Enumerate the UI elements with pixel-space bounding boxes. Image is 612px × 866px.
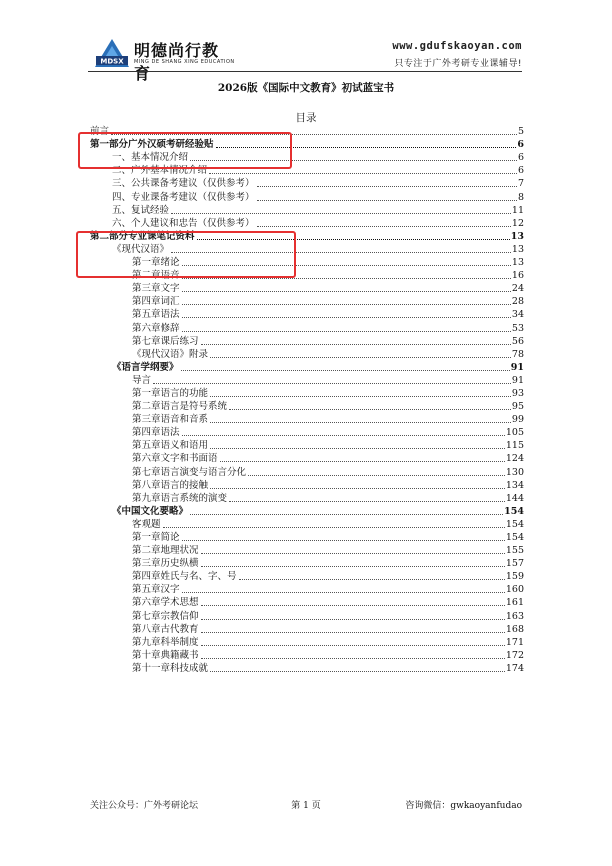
toc-entry[interactable] — [90, 451, 524, 464]
toc-entry-title: 第四章姓氏与名、字、号 — [132, 571, 237, 583]
toc-entry-page: 159 — [505, 571, 524, 583]
toc-entry-title: 第六章文字和书面语 — [132, 453, 218, 465]
toc-entry-title: 第六章修辞 — [132, 322, 180, 334]
toc-entry-title: 五、复试经验 — [112, 204, 170, 216]
toc-entry[interactable] — [90, 281, 524, 294]
toc-entry-title: 第三章文字 — [132, 283, 180, 295]
toc-entry[interactable] — [90, 307, 524, 320]
toc-entry[interactable] — [90, 478, 524, 491]
dot-leader — [248, 475, 505, 476]
page-footer — [90, 798, 522, 812]
toc-entry-title: 第四章词汇 — [132, 296, 180, 308]
footer-contact: 咨询微信：gwkaoyanfudao — [405, 801, 522, 811]
toc-entry-title: 第二章语音 — [132, 270, 180, 282]
toc-entry[interactable] — [90, 216, 524, 229]
toc-entry-title: 第九章科举制度 — [132, 636, 199, 648]
brand-subtitle: MING DE SHANG XING EDUCATION — [134, 59, 235, 65]
toc-entry-page: 144 — [505, 492, 524, 504]
toc-entry-page: 8 — [517, 191, 524, 203]
toc-entry-page: 28 — [511, 296, 524, 308]
toc-entry[interactable] — [90, 320, 524, 333]
toc-entry-title: 第八章语言的接触 — [132, 479, 209, 491]
toc-entry-page: 155 — [505, 545, 524, 557]
toc-entry-page: 78 — [511, 348, 524, 360]
toc-entry-page: 13 — [510, 230, 524, 242]
toc-entry-page: 130 — [505, 466, 524, 478]
toc-entry-title: 第一部分广外汉硕考研经验贴 — [90, 139, 214, 151]
toc-entry-page: 154 — [504, 505, 524, 517]
dot-leader — [163, 527, 505, 528]
dot-leader — [257, 226, 511, 227]
dot-leader — [201, 553, 505, 554]
toc-entry-title: 三、公共课备考建议（仅供参考） — [112, 178, 255, 190]
toc-entry[interactable] — [90, 360, 524, 373]
dot-leader — [182, 304, 511, 305]
toc-entry-title: 第五章语法 — [132, 309, 180, 321]
dot-leader — [210, 396, 511, 397]
toc-entry[interactable] — [90, 386, 524, 399]
dot-leader — [201, 619, 505, 620]
dot-leader — [201, 658, 505, 659]
toc-entry-page: 24 — [511, 283, 524, 295]
dot-leader — [182, 592, 505, 593]
dot-leader — [210, 671, 505, 672]
dot-leader — [229, 409, 511, 410]
website-url[interactable]: www.gdufskaoyan.com — [392, 40, 522, 52]
toc-entry[interactable] — [90, 399, 524, 412]
toc-entry-page: 95 — [511, 401, 524, 413]
toc-entry-page: 105 — [505, 427, 524, 439]
page-number: 第 1 页 — [291, 801, 321, 811]
slogan: 只专注于广外考研专业课辅导! — [394, 59, 522, 69]
toc-entry-page: 6 — [517, 165, 524, 177]
toc-entry[interactable] — [90, 569, 524, 582]
toc-entry-page: 6 — [517, 139, 524, 151]
dot-leader — [210, 448, 505, 449]
dot-leader — [182, 291, 511, 292]
toc-entry-title: 一、基本情况介绍 — [112, 152, 189, 164]
toc-entry-page: 7 — [517, 178, 524, 190]
dot-leader — [257, 186, 517, 187]
toc-entry-title: 《语言学纲要》 — [112, 361, 179, 373]
page-header — [88, 36, 522, 83]
toc-entry-page: 115 — [505, 440, 524, 452]
dot-leader — [201, 344, 511, 345]
toc-entry-title: 导言 — [132, 374, 152, 386]
toc-entry-page: 99 — [511, 414, 524, 426]
toc-entry-page: 124 — [505, 453, 524, 465]
toc-entry-page: 171 — [505, 636, 524, 648]
toc-entry-title: 第二部分专业课笔记资料 — [90, 230, 195, 242]
toc-entry[interactable] — [90, 530, 524, 543]
toc-entry[interactable] — [90, 582, 524, 595]
toc-entry-page: 154 — [505, 518, 524, 530]
toc-entry-page: 53 — [511, 322, 524, 334]
toc-entry-title: 第四章语法 — [132, 427, 180, 439]
toc-entry[interactable] — [90, 412, 524, 425]
toc-entry[interactable] — [90, 491, 524, 504]
dot-leader — [220, 461, 505, 462]
dot-leader — [201, 645, 505, 646]
toc-entry-title: 《现代汉语》 — [112, 243, 170, 255]
toc-entry-title: 四、专业课备考建议（仅供参考） — [112, 191, 255, 203]
toc-entry[interactable] — [90, 189, 524, 202]
brand-logo — [94, 36, 235, 83]
dot-leader — [201, 632, 505, 633]
toc-entry[interactable] — [90, 595, 524, 608]
toc-entry[interactable] — [90, 543, 524, 556]
toc-entry-page: 13 — [511, 257, 524, 269]
dot-leader — [182, 540, 505, 541]
toc-entry-page: 56 — [511, 335, 524, 347]
toc-entry[interactable] — [90, 608, 524, 621]
toc-entry-page: 34 — [511, 309, 524, 321]
toc-entry-title: 第九章语言系统的演变 — [132, 492, 228, 504]
toc-entry-page: 174 — [505, 662, 524, 674]
table-of-contents — [90, 124, 524, 674]
toc-entry-page: 161 — [505, 597, 524, 609]
toc-entry-page: 91 — [511, 374, 524, 386]
toc-entry[interactable] — [90, 648, 524, 661]
dot-leader — [181, 370, 510, 371]
toc-entry[interactable] — [90, 661, 524, 674]
dot-leader — [201, 605, 505, 606]
footer-wechat-account: 关注公众号：广外考研论坛 — [90, 801, 199, 811]
toc-entry[interactable] — [90, 622, 524, 635]
toc-entry-title: 前言 — [90, 126, 110, 138]
toc-entry-title: 《中国文化要略》 — [112, 505, 189, 517]
toc-entry-title: 客观题 — [132, 518, 161, 530]
toc-entry-title: 第三章语音和音系 — [132, 414, 209, 426]
toc-entry-title: 第一章简论 — [132, 532, 180, 543]
toc-entry-page: 16 — [511, 270, 524, 282]
toc-entry-page: 172 — [505, 649, 524, 661]
toc-entry-page: 157 — [505, 558, 524, 570]
dot-leader — [190, 514, 503, 515]
toc-entry-title: 第二章语言是符号系统 — [132, 401, 228, 413]
dot-leader — [257, 200, 517, 201]
toc-entry-title: 第十一章科技成就 — [132, 662, 209, 674]
toc-entry-page: 13 — [511, 243, 524, 255]
dot-leader — [182, 317, 511, 318]
toc-entry[interactable] — [90, 556, 524, 569]
toc-entry-title: 第一章绪论 — [132, 257, 180, 269]
dot-leader — [201, 566, 505, 567]
toc-entry[interactable] — [90, 334, 524, 347]
toc-entry-title: 六、个人建议和忠告（仅供参考） — [112, 217, 255, 229]
toc-entry-title: 第二章地理状况 — [132, 545, 199, 557]
dot-leader — [229, 501, 505, 502]
toc-entry-title: 第三章历史纵横 — [132, 558, 199, 570]
toc-entry-page: 160 — [505, 584, 524, 596]
toc-entry-title: 《现代汉语》附录 — [132, 348, 209, 360]
toc-entry[interactable] — [90, 425, 524, 438]
toc-entry[interactable] — [90, 294, 524, 307]
toc-entry-title: 第七章语言演变与语言分化 — [132, 466, 247, 478]
toc-entry-page: 93 — [511, 387, 524, 399]
toc-entry-page: 6 — [517, 152, 524, 164]
dot-leader — [210, 488, 505, 489]
highlight-box-part-two — [76, 231, 296, 278]
document-title: 2026版《国际中文教育》初试蓝宝书 — [217, 82, 395, 94]
dot-leader — [210, 422, 511, 423]
dot-leader — [153, 383, 511, 384]
toc-entry-page: 12 — [511, 217, 524, 229]
mdsx-logo-icon — [94, 38, 130, 68]
toc-entry-title: 二、广外基本情况介绍 — [112, 165, 208, 177]
dot-leader — [182, 331, 511, 332]
toc-entry-title: 第七章课后练习 — [132, 335, 199, 347]
toc-entry-page: 134 — [505, 479, 524, 491]
toc-entry[interactable] — [90, 373, 524, 386]
toc-entry[interactable] — [90, 438, 524, 451]
toc-entry[interactable] — [90, 464, 524, 477]
dot-leader — [171, 213, 511, 214]
toc-entry[interactable] — [90, 176, 524, 189]
toc-entry[interactable] — [90, 504, 524, 517]
toc-entry-page: 91 — [510, 361, 524, 373]
highlight-box-part-one — [78, 132, 292, 169]
toc-entry[interactable] — [90, 347, 524, 360]
dot-leader — [182, 435, 505, 436]
toc-entry[interactable] — [90, 517, 524, 530]
toc-entry-page: 168 — [505, 623, 524, 635]
toc-entry-title: 第八章古代教育 — [132, 623, 199, 635]
toc-entry[interactable] — [90, 635, 524, 648]
toc-entry[interactable] — [90, 203, 524, 216]
toc-entry-title: 第六章学术思想 — [132, 597, 199, 609]
toc-heading: 目录 — [295, 112, 317, 124]
toc-entry-title: 第五章汉字 — [132, 584, 180, 596]
toc-entry-title: 第五章语义和语用 — [132, 440, 209, 452]
toc-entry-title: 第七章宗教信仰 — [132, 610, 199, 622]
toc-entry-page: 154 — [505, 532, 524, 543]
header-divider — [88, 71, 522, 72]
logo-letters: MDSX — [100, 57, 124, 66]
dot-leader — [182, 278, 511, 279]
toc-entry-page: 5 — [517, 126, 524, 138]
toc-entry-title: 第一章语言的功能 — [132, 387, 209, 399]
toc-entry-page: 11 — [511, 204, 524, 216]
dot-leader — [239, 579, 505, 580]
brand-name: 明德尚行教育 — [134, 41, 220, 83]
toc-entry-page: 163 — [505, 610, 524, 622]
dot-leader — [210, 357, 511, 358]
dot-leader — [209, 173, 517, 174]
toc-entry-title: 第十章典籍藏书 — [132, 649, 199, 661]
